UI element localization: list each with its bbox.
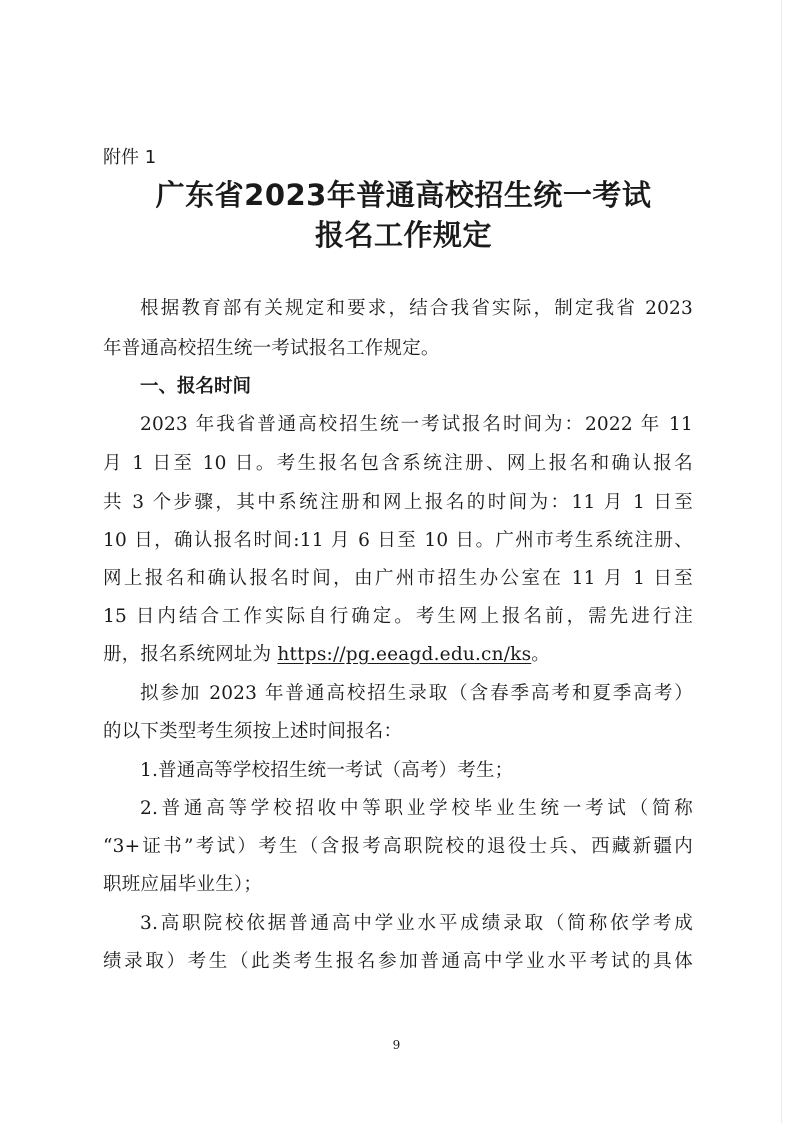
section-heading-registration-time: 一、报名时间 (140, 376, 252, 397)
url-suffix: 。 (531, 644, 550, 665)
list-item-3-line-2: 绩录取）考生（此类考生报名参加普通高中学业水平考试的具体 (103, 951, 693, 972)
intro-line-2: 年普通高校招生统一考试报名工作规定。 (103, 338, 440, 359)
paragraph-line: 15 日内结合工作实际自行确定。考生网上报名前，需先进行注 (103, 606, 693, 627)
paragraph-line: 月 1 日至 10 日。考生报名包含系统注册、网上报名和确认报名 (103, 453, 693, 474)
registration-system-url: https://pg.eeagd.edu.cn/ks (277, 644, 532, 665)
paragraph-line: 拟参加 2023 年普通高校招生录取（含春季高考和夏季高考） (140, 683, 693, 704)
paragraph-line: 2023 年我省普通高校招生统一考试报名时间为：2022 年 11 (140, 414, 693, 435)
paragraph-line: 的以下类型考生须按上述时间报名： (103, 721, 403, 742)
paragraph-line-with-url (103, 642, 693, 668)
scan-edge-line (781, 0, 782, 1123)
paragraph-line: 10 日，确认报名时间:11 月 6 日至 10 日。广州市考生系统注册、 (103, 530, 693, 551)
page-number: 9 (392, 1038, 401, 1052)
url-prefix: 册，报名系统网址为 (103, 644, 278, 665)
document-title-line-2: 报名工作规定 (314, 218, 492, 252)
paragraph-line: 网上报名和确认报名时间，由广州市招生办公室在 11 月 1 日至 (103, 568, 693, 589)
list-item-2-line-1: 2.普通高等学校招收中等职业学校毕业生统一考试（简称 (140, 798, 693, 819)
paragraph-line: 共 3 个步骤，其中系统注册和网上报名的时间为：11 月 1 日至 (103, 492, 693, 513)
document-title-line-1: 广东省2023年普通高校招生统一考试 (155, 178, 652, 212)
intro-line-1: 根据教育部有关规定和要求，结合我省实际，制定我省 2023 (140, 298, 693, 319)
list-item-3-line-1: 3.高职院校依据普通高中学业水平成绩录取（简称依学考成 (140, 913, 693, 934)
list-item-2-line-2: “3+证书”考试）考生（含报考高职院校的退役士兵、西藏新疆内 (103, 836, 693, 857)
list-item-1: 1.普通高等学校招生统一考试（高考）考生； (140, 760, 514, 781)
list-item-2-line-3: 职班应届毕业生）； (103, 874, 263, 895)
attachment-label: 附件 1 (103, 147, 157, 168)
